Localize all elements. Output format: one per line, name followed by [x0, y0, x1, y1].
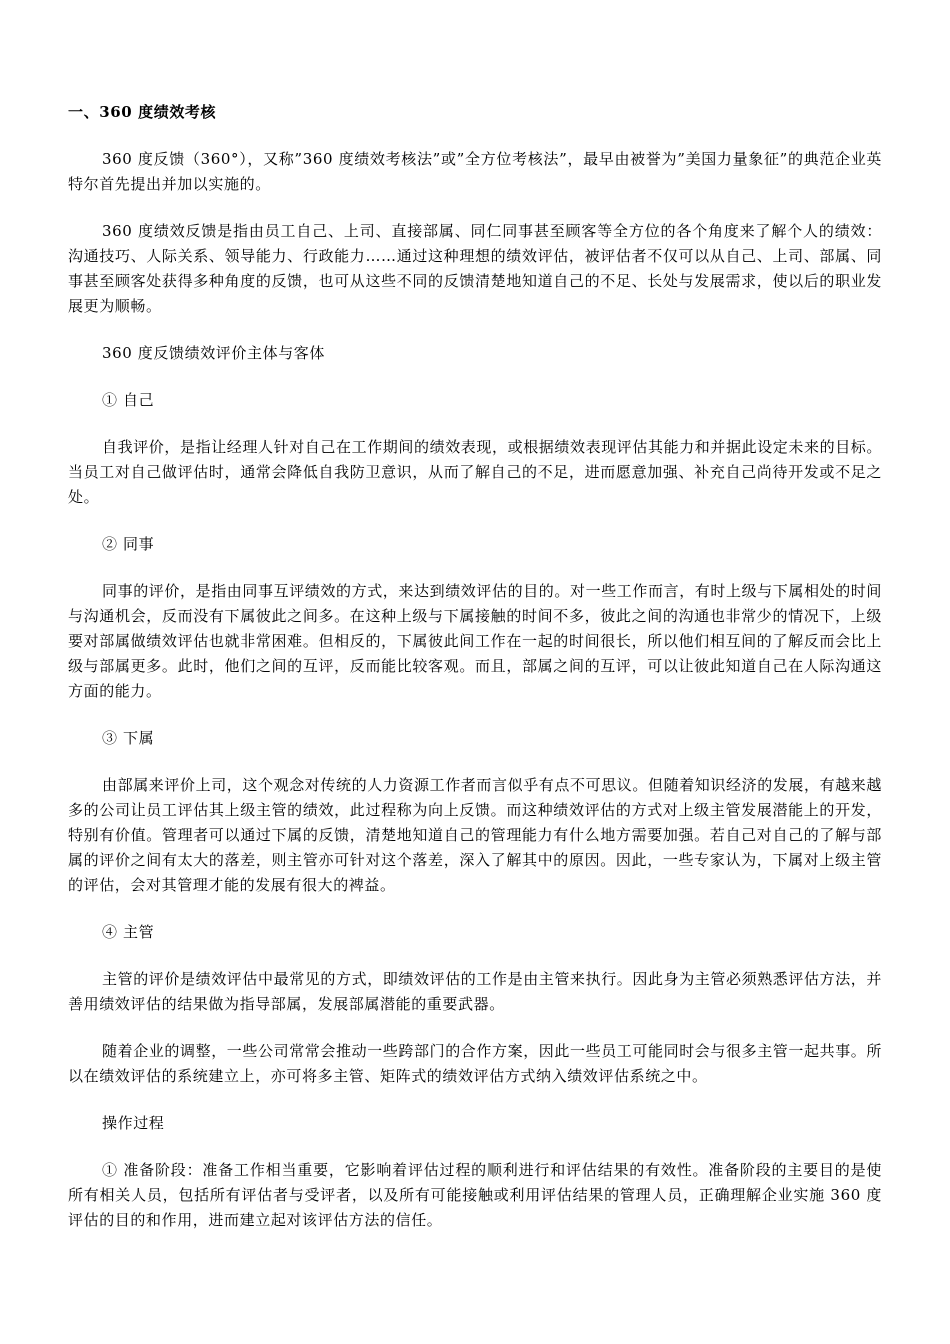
matrix-evaluation-paragraph: 随着企业的调整，一些公司常常会推动一些跨部门的合作方案，因此一些员工可能同时会与很多主管一起共事。所以在绩效评估的系统建立上，亦可将多主管、矩阵式的绩效评估方式纳入绩效评估系统之中。 — [68, 1042, 883, 1085]
intro-paragraph: 360 度反馈（360°），又称”360 度绩效考核法”或”全方位考核法”，最早由被誉为”美国力量象征”的典范企业英特尔首先提出并加以实施的。 — [68, 150, 882, 193]
self-evaluation-paragraph: 自我评价，是指让经理人针对自己在工作期间的绩效表现，或根据绩效表现评估其能力和并据此设定未来的目标。当员工对自己做评估时，通常会降低自我防卫意识，从而了解自己的不足，进而愿意加强、补充自己尚待开发或不足之处。 — [68, 438, 883, 506]
subjects-subheading: 360 度反馈绩效评价主体与客体 — [102, 344, 325, 362]
definition-paragraph: 360 度绩效反馈是指由员工自己、上司、直接部属、同仁同事甚至顾客等全方位的各个角度来了解个人的绩效：沟通技巧、人际关系、领导能力、行政能力……通过这种理想的绩效评估，被评估者不仅可以从自己、上司、部属、同事甚至顾客处获得多种角度的反馈，也可从这些不同的反馈清楚地知道自己的不足、长处与发展需求，使以后的职业发展更为顺畅。 — [68, 222, 882, 315]
item-self-label: ① 自己 — [102, 391, 155, 409]
section-heading: 一、360 度绩效考核 — [68, 103, 217, 121]
peer-evaluation-paragraph: 同事的评价，是指由同事互评绩效的方式，来达到绩效评估的目的。对一些工作而言，有时上级与下属相处的时间与沟通机会，反而没有下属彼此之间多。在这种上级与下属接触的时间不多，彼此之间的沟通也非常少的情况下，上级要对部属做绩效评估也就非常困难。但相反的，下属彼此间工作在一起的时间很长，所以他们相互间的了解反而会比上级与部属更多。此时，他们之间的互评，反而能比较客观。而且，部属之间的互评，可以让彼此知道自己在人际沟通这方面的能力。 — [68, 582, 883, 700]
supervisor-evaluation-paragraph: 主管的评价是绩效评估中最常见的方式，即绩效评估的工作是由主管来执行。因此身为主管必须熟悉评估方法，并善用绩效评估的结果做为指导部属，发展部属潜能的重要武器。 — [68, 970, 883, 1013]
document-page — [68, 100, 882, 1255]
process-subheading: 操作过程 — [102, 1114, 165, 1132]
subordinate-evaluation-paragraph: 由部属来评价上司，这个观念对传统的人力资源工作者而言似乎有点不可思议。但随着知识经济的发展，有越来越多的公司让员工评估其上级主管的绩效，此过程称为向上反馈。而这种绩效评估的方式对上级主管发展潜能上的开发，特别有价值。管理者可以通过下属的反馈，清楚地知道自己的管理能力有什么地方需要加强。若自己对自己的了解与部属的评价之间有太大的落差，则主管亦可针对这个落差，深入了解其中的原因。因此，一些专家认为，下属对上级主管的评估，会对其管理才能的发展有很大的裨益。 — [68, 776, 883, 894]
item-peer-label: ② 同事 — [102, 535, 155, 553]
item-subordinate-label: ③ 下属 — [102, 729, 155, 747]
item-supervisor-label: ④ 主管 — [102, 923, 155, 941]
preparation-stage-paragraph: ① 准备阶段：准备工作相当重要，它影响着评估过程的顺利进行和评估结果的有效性。准备阶段的主要目的是使所有相关人员，包括所有评估者与受评者，以及所有可能接触或利用评估结果的管理人员，正确理解企业实施 360 度评估的目的和作用，进而建立起对该评估方法的信任。 — [68, 1161, 882, 1229]
